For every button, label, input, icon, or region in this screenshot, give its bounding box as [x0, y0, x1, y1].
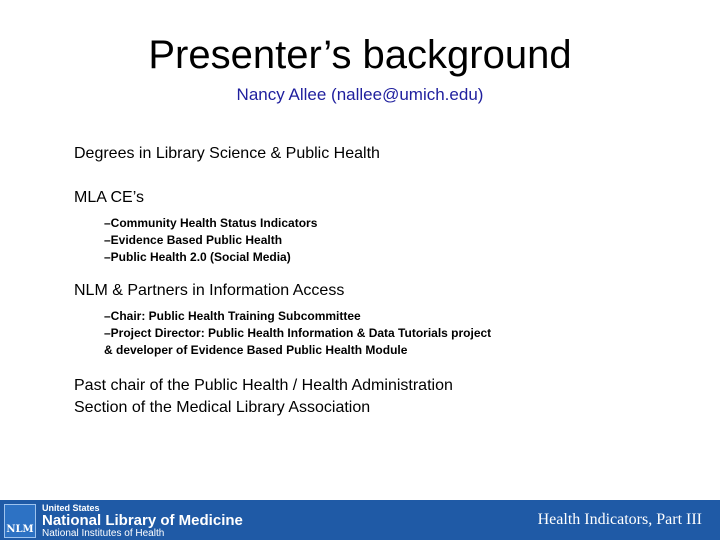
list-item: –Community Health Status Indicators	[104, 216, 318, 230]
section-title: Past chair of the Public Health / Health Administration	[74, 377, 453, 394]
section-title: NLM & Partners in Information Access	[74, 282, 345, 299]
sub-list	[104, 308, 674, 359]
section-title: Section of the Medical Library Association	[74, 399, 371, 416]
list-item: –Evidence Based Public Health	[104, 233, 283, 247]
footer-bar	[0, 500, 720, 540]
nlm-logo	[4, 504, 254, 538]
presenter-name-email: Nancy Allee (nallee@umich.edu)	[236, 85, 484, 104]
section-title: MLA CE’s	[74, 189, 144, 206]
footer-caption: Health Indicators, Part III	[537, 511, 702, 528]
list-item: –Public Health 2.0 (Social Media)	[104, 250, 291, 264]
logo-line-united-states: United States	[42, 503, 100, 513]
section-past-chair	[74, 375, 674, 419]
nlm-emblem-icon: NLM	[4, 504, 36, 538]
slide-content	[74, 143, 674, 419]
section-degrees	[74, 143, 674, 165]
logo-line-nih: National Institutes of Health	[42, 528, 165, 539]
logo-line-nlm: National Library of Medicine	[42, 512, 243, 529]
list-item: –Project Director: Public Health Information & Data Tutorials project	[104, 326, 492, 340]
list-item: & developer of Evidence Based Public Health Module	[104, 343, 408, 357]
slide-title: Presenter’s background	[148, 33, 572, 77]
section-nlm-partners	[74, 280, 674, 359]
section-title: Degrees in Library Science & Public Health	[74, 145, 380, 162]
section-mla-ces	[74, 187, 674, 266]
list-item: –Chair: Public Health Training Subcommittee	[104, 309, 361, 323]
sub-list	[104, 215, 674, 266]
logo-text	[42, 503, 243, 539]
